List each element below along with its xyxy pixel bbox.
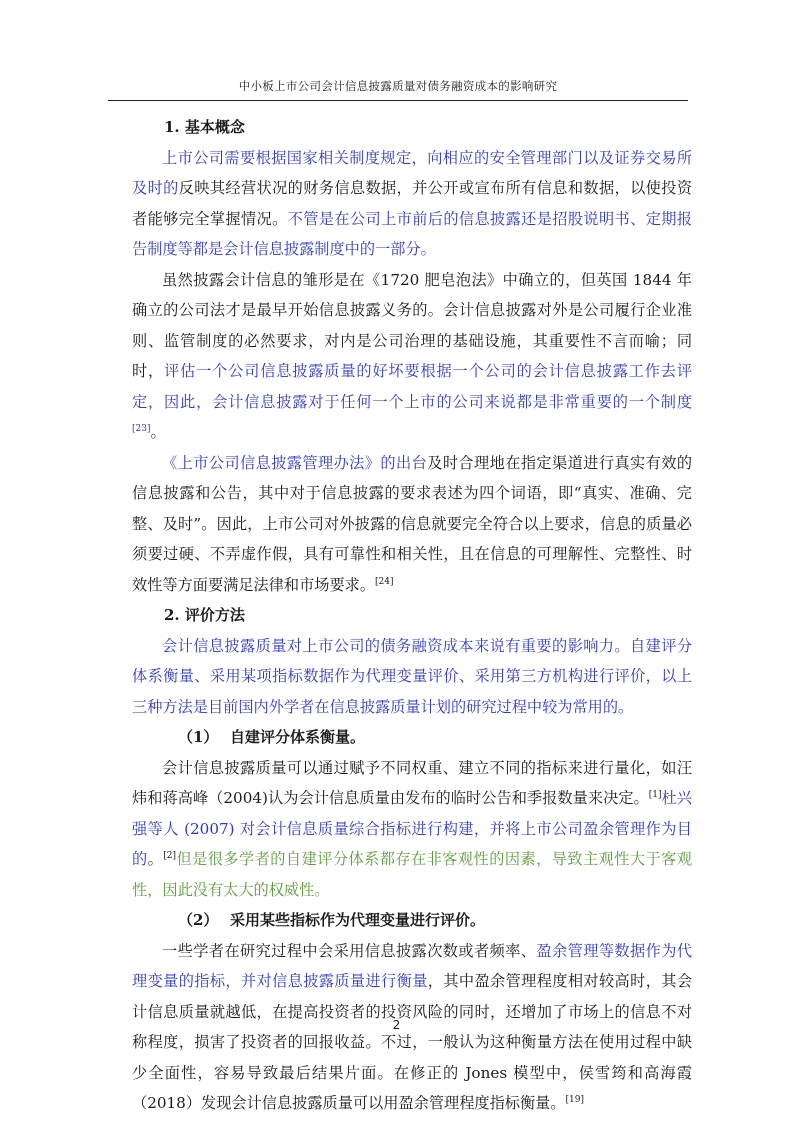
text-run: 一些学者在研究过程中会采用信息披露次数或者频率、: [162, 941, 537, 960]
paragraph-basic-concepts-3: [132, 448, 692, 601]
paragraph-self-built-scoring: [132, 753, 692, 906]
citation-ref: [23]: [132, 423, 151, 434]
subsection-title: 采用某些指标作为代理变量进行评价。: [230, 911, 486, 929]
subsection-number: （2）: [178, 911, 219, 929]
citation-ref: [1]: [648, 789, 662, 800]
subsection-heading-proxy-variable: [132, 905, 692, 936]
text-run: ，其中盈余管理程度相对较高时，其会计信息质量就越低，在提高投资者的投资风险的同时，还增加了市场上的信息不对称程度，损害了投资者的回报收益。不过，一般认为这种衡量方法在使用过程中缺少全面性，容易导致最后结果片面。在修正的 Jones 模型中，侯雪筠和高海霞（2018）发现会计信息披露质量可以用盈余管理程度指标衡量。: [132, 972, 693, 1112]
subsection-heading-self-built-scoring: [132, 722, 692, 753]
text-run: 。: [147, 850, 164, 868]
citation-ref: [19]: [565, 1094, 585, 1105]
highlight-blue: 杜兴强等人 (2007) 对会计信息质量综合指标进行构建，并将上市公司盈余管理作为目的: [132, 789, 693, 868]
highlight-blue: 《上市公司信息披露管理办法》的出台: [162, 453, 428, 472]
page-content: [132, 112, 692, 1119]
text-run: 虽然披露会计信息的雏形是在《1720 肥皂泡法》中确立的，但英国 1844 年确立的公司法才是最早开始信息披露义务的。会计信息披露对外是公司履行企业准则、监管制度的必然要求，对内是公司治理的基础设施，其重要性不言而喻；同时，: [132, 270, 692, 380]
highlight-blue: 会计信息披露质量对上市公司的债务融资成本来说有重要的影响力。自建评分体系衡量、采用某项指标数据作为代理变量评价、采用第三方机构进行评价，以上三种方法是目前国内外学者在信息披露质量计划的研究过程中较为常用的。: [132, 636, 692, 716]
paragraph-basic-concepts-1: [132, 143, 692, 265]
subsection-title: 自建评分体系衡量。: [230, 728, 366, 746]
highlight-blue: 盈余管理等数据作为代理变量的指标，并对信息披露质量进行衡量: [132, 941, 693, 990]
paragraph-basic-concepts-2: [132, 265, 692, 448]
highlight-blue: 不管是在公司上市前后的信息披露还是招股说明书、定期报告制度等都是会计信息披露制度中的一部分。: [132, 209, 693, 258]
citation-ref: [24]: [375, 576, 394, 587]
text-run: 及时合理地在指定渠道进行真实有效的信息披露和公告，其中对于信息披露的要求表述为四个词语，即“真实、准确、完整、及时”。因此，上市公司对外披露的信息就要完全符合以上要求，信息的质量必须要过硬、不弄虚作假，具有可靠性和相关性，且在信息的可理解性、完整性、时效性等方面要满足法律和市场要求。: [132, 453, 693, 594]
section-heading-basic-concepts: 1. 基本概念: [164, 118, 245, 136]
running-header: 中小板上市公司会计信息披露质量对债务融资成本的影响研究: [108, 78, 688, 101]
page-number: 2: [392, 1018, 401, 1032]
text-run: 。: [150, 423, 166, 441]
highlight-green: 但是很多学者的自建评分体系都存在非客观性的因素，导致主观性大于客观性，因此没有太大的权威性。: [132, 850, 693, 899]
paragraph-evaluation-methods-1: [132, 631, 692, 723]
subsection-number: （1）: [178, 728, 219, 746]
citation-ref: [2]: [163, 850, 177, 861]
text-run: 反映其经营状况的财务信息数据，并公开或宣布所有信息和数据，以使投资者能够完全掌握情况。: [132, 179, 693, 228]
text-run: 会计信息披露质量可以通过赋予不同权重、建立不同的指标来进行量化，如汪炜和蒋高峰（2004)认为会计信息质量由发布的临时公告和季报数量来决定。: [132, 758, 692, 807]
section-heading-evaluation-methods: 2. 评价方法: [164, 606, 245, 624]
highlight-blue: 评估一个公司信息披露质量的好坏要根据一个公司的会计信息披露工作去评定，因此，会计信息披露对于任何一个上市的公司来说都是非常重要的一个制度: [132, 362, 693, 411]
highlight-blue: 上市公司需要根据国家相关制度规定，向相应的安全管理部门以及证券交易所及时的: [132, 148, 692, 197]
